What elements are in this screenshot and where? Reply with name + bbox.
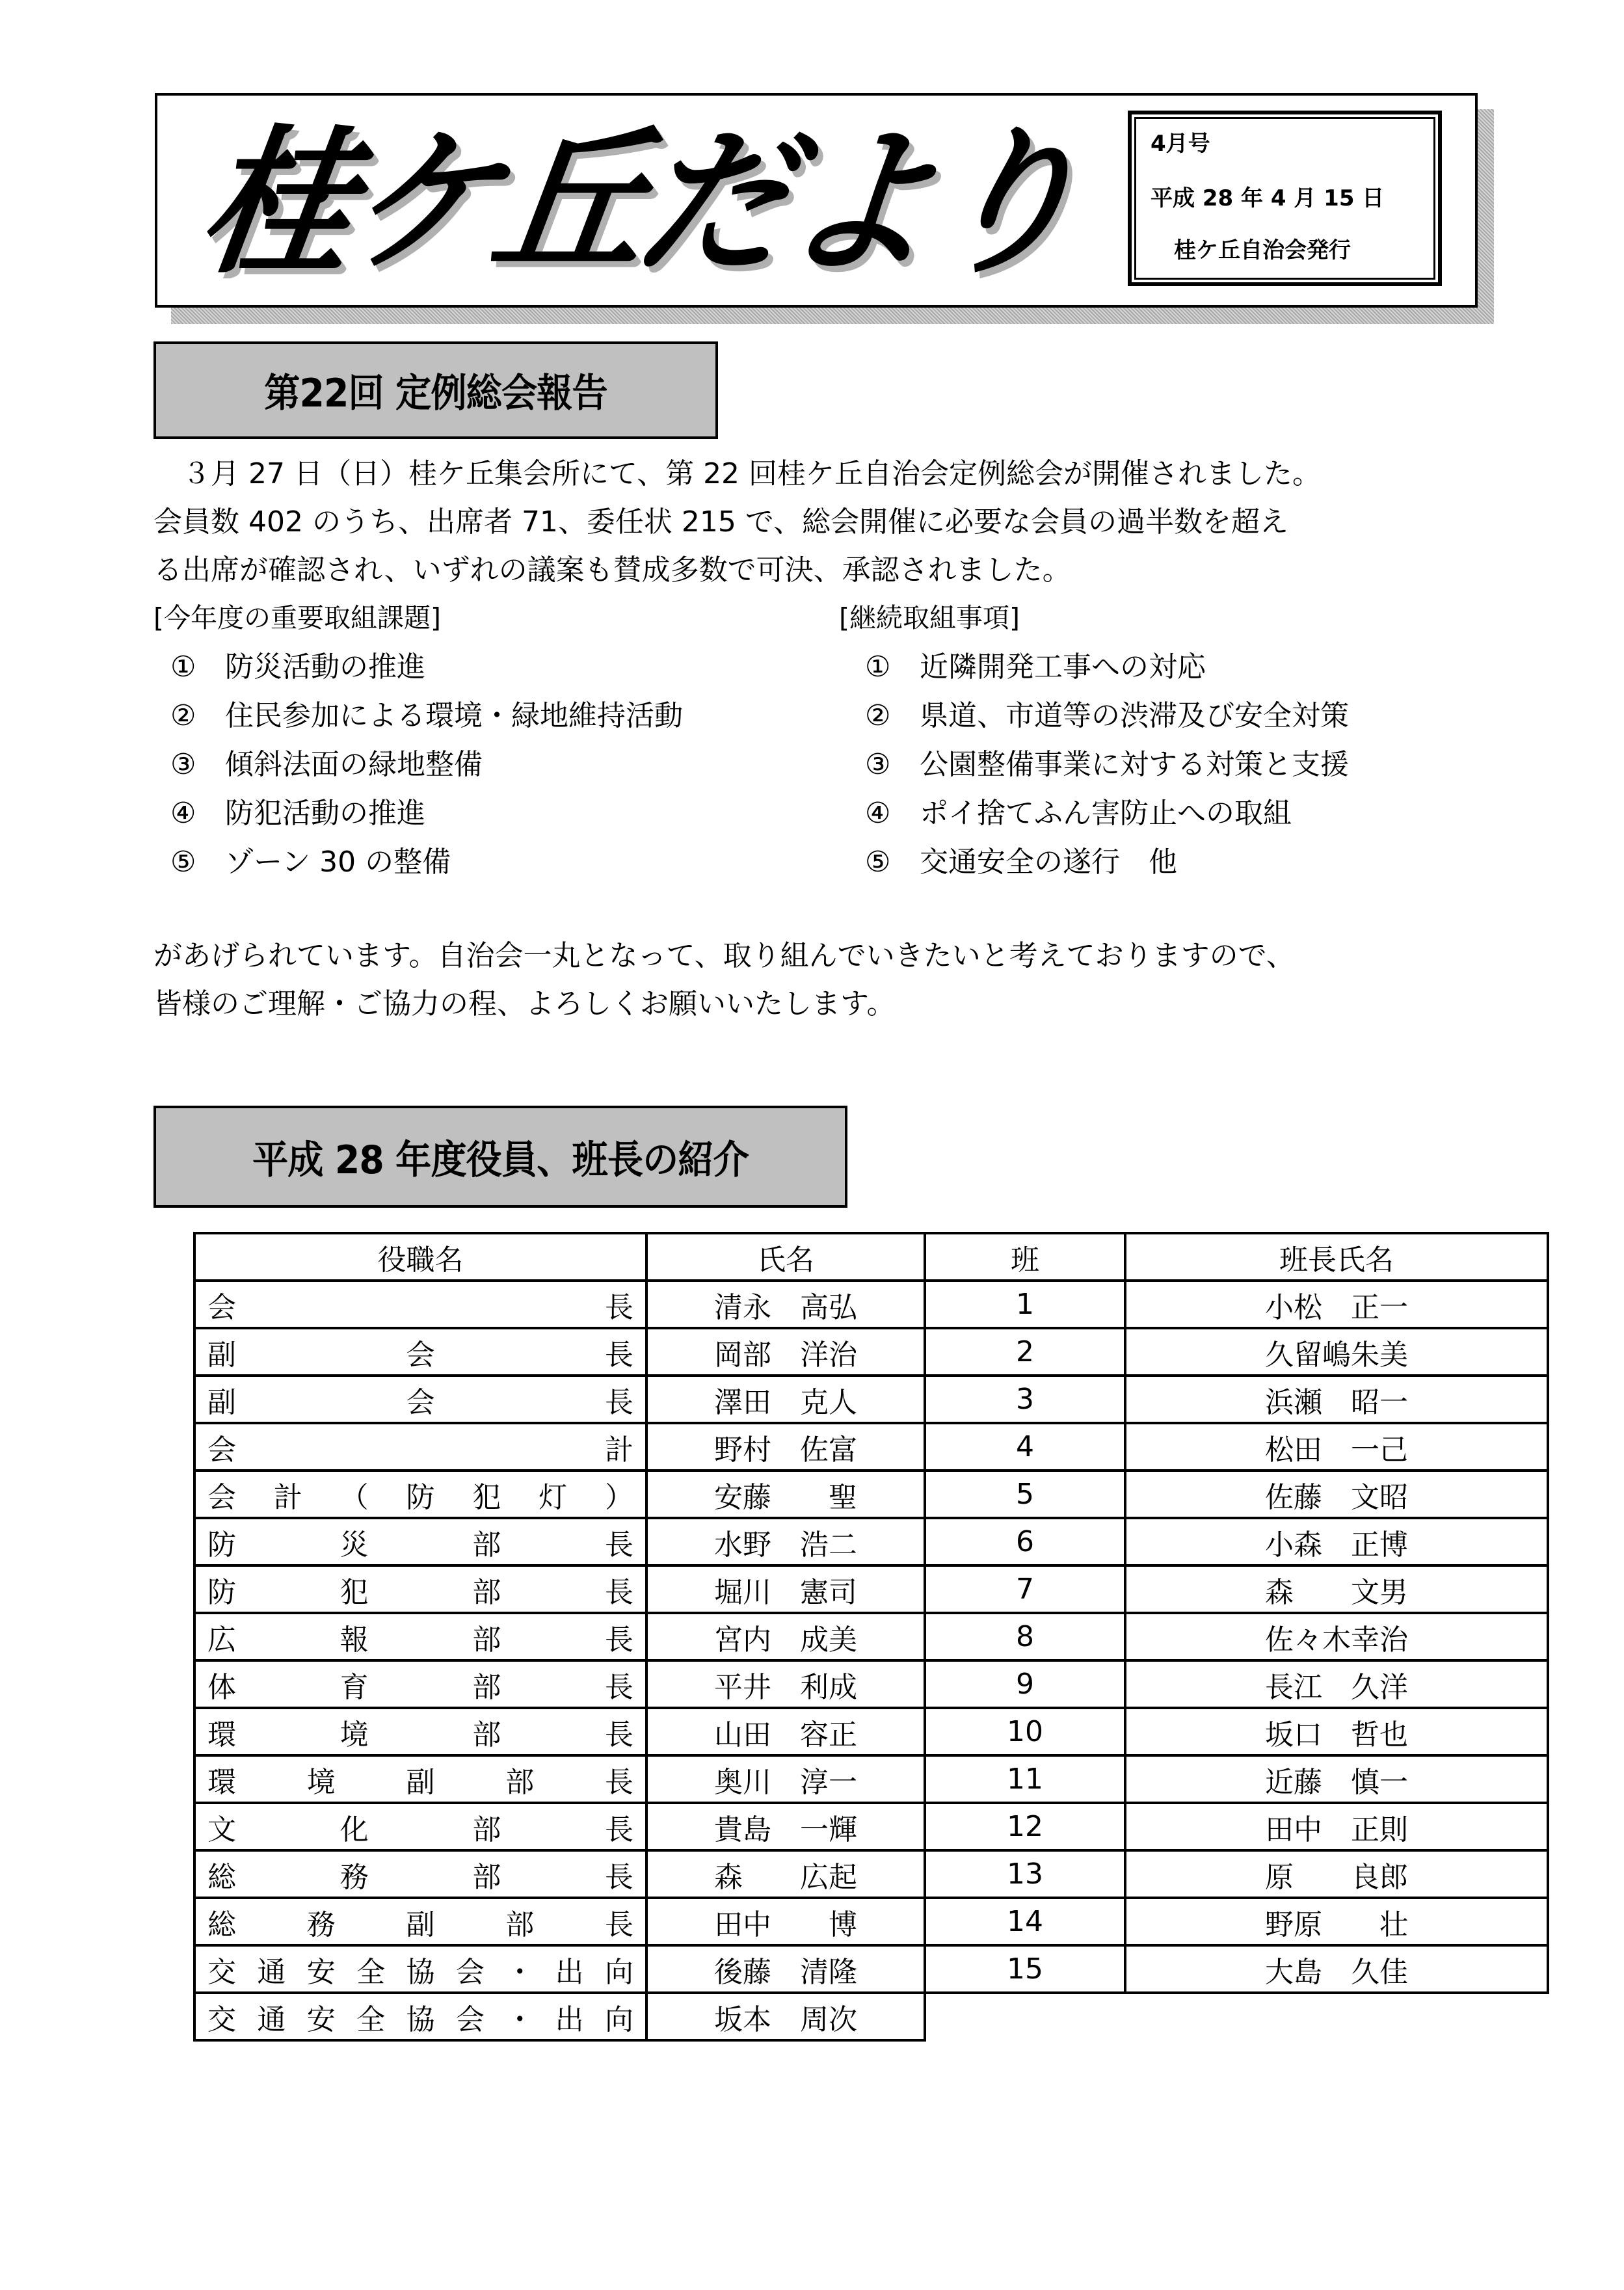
paragraph-line: る出席が確認され、いずれの議案も賛成多数で可決、承認されました。 — [153, 553, 1071, 587]
item-number: ③ — [865, 748, 891, 781]
role-char: 出 — [555, 2003, 584, 2036]
role-char: 灯 — [539, 1480, 568, 1514]
table-row — [194, 1328, 1548, 1376]
table-row — [194, 1518, 1548, 1565]
role-char: 副 — [207, 1338, 236, 1372]
table-row — [194, 1945, 1548, 1993]
role-char: ） — [604, 1480, 633, 1514]
role-char: 計 — [605, 1433, 633, 1467]
item-number: ③ — [170, 748, 196, 781]
cell-name: 安藤 聖 — [646, 1471, 925, 1518]
issue-month: 4月号 — [1151, 131, 1210, 157]
cell-han: 11 — [925, 1755, 1125, 1803]
cell-han: 5 — [925, 1471, 1125, 1518]
role-char: 境 — [339, 1718, 369, 1751]
issue-info-box — [1128, 111, 1442, 286]
role-char: 向 — [605, 1955, 633, 1989]
cell-role — [194, 1613, 646, 1660]
role-char: 部 — [472, 1670, 501, 1704]
role-char: 会 — [406, 1385, 435, 1419]
role-char: 防 — [207, 1575, 236, 1609]
role-char: 向 — [605, 2003, 633, 2036]
role-char: 部 — [472, 1575, 501, 1609]
list-item — [170, 697, 683, 736]
header-leader: 班長氏名 — [1125, 1233, 1548, 1281]
role-char: 会 — [455, 2003, 485, 2036]
cell-role — [194, 1803, 646, 1850]
section-heading-text: 第22回 定例総会報告 — [264, 371, 607, 416]
cell-han: 10 — [925, 1708, 1125, 1755]
cell-role — [194, 1708, 646, 1755]
list-item — [170, 843, 451, 882]
section-heading-officers — [153, 1106, 847, 1208]
role-char: 部 — [505, 1765, 535, 1799]
cell-name: 宮内 成美 — [646, 1613, 925, 1660]
cell-name: 後藤 清隆 — [646, 1945, 925, 1993]
role-char: 会 — [207, 1433, 236, 1467]
role-char: ・ — [505, 1955, 535, 1989]
role-char: 体 — [207, 1670, 236, 1704]
role-char: 計 — [273, 1480, 302, 1514]
cell-leader: 松田 一己 — [1125, 1423, 1548, 1471]
cell-name: 坂本 周次 — [646, 1993, 925, 2040]
table-row — [194, 1565, 1548, 1613]
role-char: 長 — [605, 1765, 633, 1799]
newsletter-title: 桂ケ丘だより — [190, 111, 1090, 295]
role-char: 部 — [505, 1908, 535, 1941]
cell-role — [194, 1423, 646, 1471]
table-row — [194, 1708, 1548, 1755]
role-char: 交 — [207, 1955, 236, 1989]
cell-empty — [925, 1993, 1548, 2040]
role-char: 協 — [406, 1955, 435, 1989]
item-number: ④ — [865, 797, 891, 830]
role-char: 務 — [339, 1860, 369, 1894]
role-char: 会 — [207, 1480, 236, 1514]
cell-han: 9 — [925, 1660, 1125, 1708]
cell-name: 岡部 洋治 — [646, 1328, 925, 1376]
cell-han: 12 — [925, 1803, 1125, 1850]
cell-name: 澤田 克人 — [646, 1376, 925, 1423]
item-number: ⑤ — [865, 845, 891, 879]
closing-paragraph — [153, 932, 1295, 1028]
role-char: 副 — [207, 1385, 236, 1419]
role-char: 副 — [406, 1765, 435, 1799]
item-text: 県道、市道等の渋滞及び安全対策 — [920, 699, 1349, 732]
cell-name: 野村 佐富 — [646, 1423, 925, 1471]
table-row — [194, 1423, 1548, 1471]
role-char: 部 — [472, 1718, 501, 1751]
role-char: 長 — [605, 1385, 633, 1419]
role-char: 災 — [339, 1528, 369, 1562]
cell-name: 堀川 憲司 — [646, 1565, 925, 1613]
role-char: 会 — [455, 1955, 485, 1989]
cell-name: 森 広起 — [646, 1850, 925, 1898]
cell-han: 13 — [925, 1850, 1125, 1898]
item-number: ① — [865, 650, 891, 684]
section-heading-text: 平成 28 年度役員、班長の紹介 — [252, 1137, 749, 1183]
role-char: 部 — [472, 1813, 501, 1846]
role-char: 化 — [339, 1813, 369, 1846]
cell-name: 山田 容正 — [646, 1708, 925, 1755]
item-text: ポイ捨てふん害防止への取組 — [920, 797, 1292, 830]
publisher: 桂ケ丘自治会発行 — [1174, 237, 1351, 263]
role-char: 全 — [356, 2003, 386, 2036]
role-char: 通 — [257, 1955, 286, 1989]
cell-role — [194, 1518, 646, 1565]
cell-name: 水野 浩二 — [646, 1518, 925, 1565]
cell-leader: 佐々木幸治 — [1125, 1613, 1548, 1660]
table-row — [194, 1850, 1548, 1898]
table-row — [194, 1660, 1548, 1708]
cell-han: 4 — [925, 1423, 1125, 1471]
role-char: 環 — [207, 1765, 236, 1799]
header-han: 班 — [925, 1233, 1125, 1281]
role-char: 部 — [472, 1623, 501, 1657]
table-row — [194, 1376, 1548, 1423]
item-number: ① — [170, 650, 196, 684]
cell-role — [194, 1660, 646, 1708]
role-char: 防 — [406, 1480, 435, 1514]
list-item — [865, 648, 1206, 687]
role-char: 総 — [207, 1860, 236, 1894]
role-char: 長 — [604, 1623, 633, 1657]
cell-han: 8 — [925, 1613, 1125, 1660]
cell-leader: 森 文男 — [1125, 1565, 1548, 1613]
cell-leader: 久留嶋朱美 — [1125, 1328, 1548, 1376]
table-row — [194, 1613, 1548, 1660]
cell-role — [194, 1993, 646, 2040]
cell-leader: 佐藤 文昭 — [1125, 1471, 1548, 1518]
cell-leader: 坂口 哲也 — [1125, 1708, 1548, 1755]
table-row — [194, 1803, 1548, 1850]
item-number: ④ — [170, 797, 196, 830]
cell-han: 15 — [925, 1945, 1125, 1993]
report-paragraph — [153, 450, 1321, 594]
table-row — [194, 1755, 1548, 1803]
header-name: 氏名 — [646, 1233, 925, 1281]
item-text: 傾斜法面の緑地整備 — [225, 748, 483, 781]
table-row — [194, 1471, 1548, 1518]
role-char: 長 — [604, 1528, 633, 1562]
cell-role — [194, 1565, 646, 1613]
cell-role — [194, 1850, 646, 1898]
role-char: 総 — [207, 1908, 236, 1941]
role-char: 会 — [406, 1338, 435, 1372]
cell-role — [194, 1328, 646, 1376]
cell-name: 貴島 一輝 — [646, 1803, 925, 1850]
list-item — [170, 745, 483, 784]
role-char: 務 — [306, 1908, 336, 1941]
paragraph-line: 皆様のご理解・ご協力の程、よろしくお願いいたします。 — [153, 987, 896, 1020]
item-text: 防犯活動の推進 — [225, 797, 425, 830]
list-title: [今年度の重要取組課題] — [153, 602, 441, 633]
role-char: 長 — [604, 1813, 633, 1846]
item-text: 防災活動の推進 — [225, 650, 425, 684]
role-char: 環 — [207, 1718, 236, 1751]
item-number: ② — [865, 699, 891, 732]
role-char: 会 — [207, 1290, 236, 1324]
list-item — [170, 794, 425, 833]
role-char: 安 — [306, 1955, 336, 1989]
cell-han: 1 — [925, 1281, 1125, 1328]
cell-han: 2 — [925, 1328, 1125, 1376]
role-char: 防 — [207, 1528, 236, 1562]
cell-han: 14 — [925, 1898, 1125, 1945]
role-char: 長 — [604, 1575, 633, 1609]
paragraph-line: があげられています。自治会一丸となって、取り組んでいきたいと考えておりますので、 — [153, 939, 1295, 972]
cell-han: 6 — [925, 1518, 1125, 1565]
role-char: 犯 — [472, 1480, 501, 1514]
list-title: [継続取組事項] — [839, 602, 1020, 633]
cell-name: 田中 博 — [646, 1898, 925, 1945]
cell-role — [194, 1471, 646, 1518]
cell-leader: 原 良郎 — [1125, 1850, 1548, 1898]
cell-role — [194, 1898, 646, 1945]
role-char: 部 — [472, 1860, 501, 1894]
cell-leader: 小森 正博 — [1125, 1518, 1548, 1565]
role-char: ・ — [505, 2003, 535, 2036]
role-char: 安 — [306, 2003, 336, 2036]
table-row — [194, 1281, 1548, 1328]
role-char: 境 — [306, 1765, 336, 1799]
list-item — [865, 794, 1292, 833]
role-char: 文 — [207, 1813, 236, 1846]
masthead — [155, 93, 1478, 308]
role-char: 出 — [555, 1955, 584, 1989]
role-char: 全 — [356, 1955, 386, 1989]
cell-leader: 長江 久洋 — [1125, 1660, 1548, 1708]
list-item — [865, 745, 1349, 784]
header-role: 役職名 — [194, 1233, 646, 1281]
role-char: 報 — [339, 1623, 369, 1657]
list-item — [865, 843, 1177, 882]
cell-name: 奥川 淳一 — [646, 1755, 925, 1803]
role-char: 長 — [604, 1718, 633, 1751]
cell-name: 平井 利成 — [646, 1660, 925, 1708]
cell-role — [194, 1376, 646, 1423]
cell-leader: 近藤 慎一 — [1125, 1755, 1548, 1803]
table-header-row — [194, 1233, 1548, 1281]
cell-name: 清永 高弘 — [646, 1281, 925, 1328]
cell-leader: 大島 久佳 — [1125, 1945, 1548, 1993]
cell-leader: 野原 壮 — [1125, 1898, 1548, 1945]
role-char: 犯 — [339, 1575, 369, 1609]
cell-role — [194, 1755, 646, 1803]
cell-leader: 小松 正一 — [1125, 1281, 1548, 1328]
item-text: 交通安全の遂行 他 — [920, 845, 1177, 879]
item-text: 近隣開発工事への対応 — [920, 650, 1206, 684]
section-heading-general-meeting — [153, 341, 718, 439]
paragraph-line: ３月 27 日（日）桂ケ丘集会所にて、第 22 回桂ケ丘自治会定例総会が開催されました。 — [182, 457, 1322, 490]
cell-han: 7 — [925, 1565, 1125, 1613]
role-char: 長 — [604, 1860, 633, 1894]
role-char: 部 — [472, 1528, 501, 1562]
role-char: （ — [339, 1480, 369, 1514]
role-char: 長 — [605, 1908, 633, 1941]
cell-role — [194, 1945, 646, 1993]
table-row — [194, 1993, 1548, 2040]
item-text: ゾーン 30 の整備 — [225, 845, 451, 879]
cell-leader: 田中 正則 — [1125, 1803, 1548, 1850]
role-char: 通 — [257, 2003, 286, 2036]
item-text: 住民参加による環境・緑地維持活動 — [225, 699, 683, 732]
item-number: ⑤ — [170, 845, 196, 879]
role-char: 長 — [605, 1338, 633, 1372]
list-item — [865, 697, 1349, 736]
cell-han: 3 — [925, 1376, 1125, 1423]
role-char: 広 — [207, 1623, 236, 1657]
role-char: 長 — [605, 1290, 633, 1324]
officers-table — [193, 1232, 1549, 2042]
paragraph-line: 会員数 402 のうち、出席者 71、委任状 215 で、総会開催に必要な会員の過半数を超え — [153, 505, 1289, 539]
item-text: 公園整備事業に対する対策と支援 — [920, 748, 1349, 781]
role-char: 協 — [406, 2003, 435, 2036]
role-char: 副 — [406, 1908, 435, 1941]
item-number: ② — [170, 699, 196, 732]
role-char: 交 — [207, 2003, 236, 2036]
list-item — [170, 648, 425, 687]
cell-leader: 浜瀬 昭一 — [1125, 1376, 1548, 1423]
cell-role — [194, 1281, 646, 1328]
role-char: 育 — [339, 1670, 369, 1704]
table-row — [194, 1898, 1548, 1945]
role-char: 長 — [604, 1670, 633, 1704]
issue-date: 平成 28 年 4 月 15 日 — [1151, 185, 1385, 211]
